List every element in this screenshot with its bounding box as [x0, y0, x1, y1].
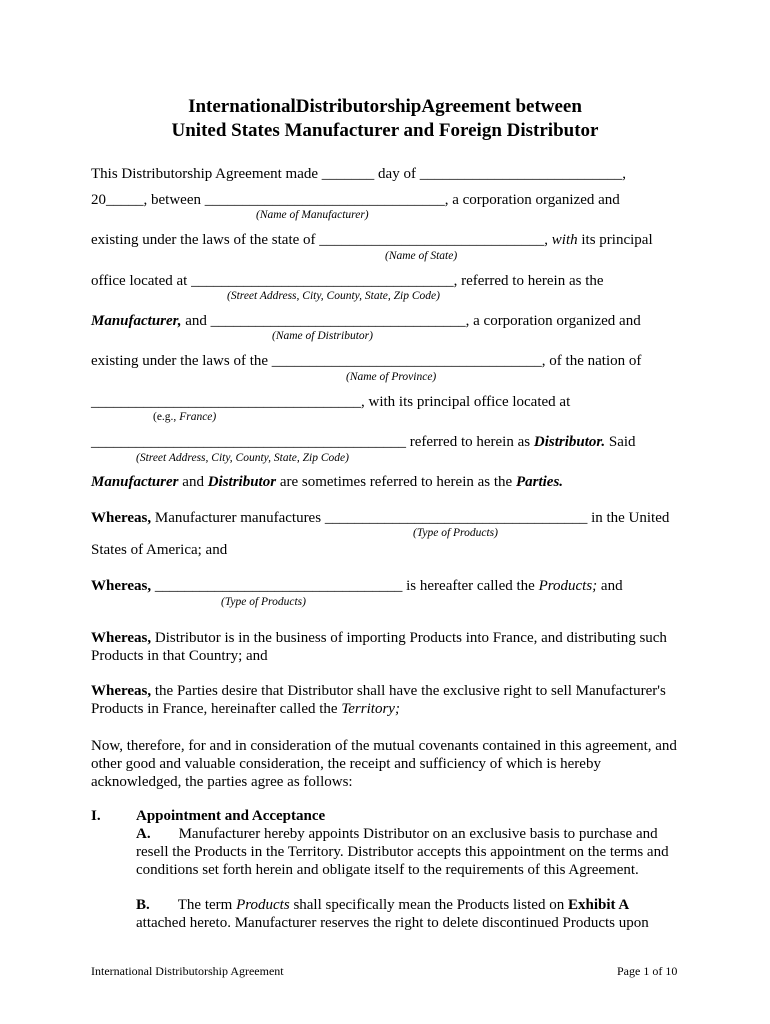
preamble-text: and — [182, 474, 204, 490]
office-address-blank: ___________________________________, — [191, 273, 458, 289]
preamble-line-3 — [91, 232, 653, 249]
defined-term-products: Products — [236, 897, 290, 913]
manufacturer-name-blank: ________________________________, — [204, 192, 449, 208]
footer-document-name: International Distributorship Agreement — [91, 964, 284, 978]
caption-manufacturer: (Name of Manufacturer) — [256, 209, 369, 221]
whereas-4 — [91, 682, 681, 718]
caption-distributor: (Name of Distributor) — [272, 330, 373, 342]
preamble-text: existing under the laws of the — [91, 353, 269, 369]
preamble-line-6 — [91, 353, 641, 370]
preamble-text: referred to herein as — [409, 434, 531, 450]
preamble-text: This Distributorship Agreement made — [91, 166, 319, 182]
day-blank: _______ — [321, 166, 375, 182]
whereas-label: Whereas, — [91, 630, 152, 646]
whereas-2 — [91, 578, 623, 595]
whereas-label: Whereas, — [91, 683, 152, 699]
preamble-line-4 — [91, 273, 604, 290]
month-blank: ___________________________, — [419, 166, 626, 182]
caption-province: (Name of Province) — [346, 371, 437, 383]
whereas-label: Whereas, — [91, 510, 152, 526]
preamble-text: office located at — [91, 273, 188, 289]
now-therefore-paragraph: Now, therefore, for and in consideration of the mutual covenants contained in this agreement, and other good and valuable consideration, the receipt and sufficiency of which is hereby acknowledged, the parties agree as follows: — [91, 738, 677, 790]
whereas-text: and — [600, 578, 623, 594]
distributor-address-blank: __________________________________________ — [91, 434, 406, 450]
clause-text: The term — [177, 897, 233, 913]
caption-address-1: (Street Address, City, County, State, Zip Code) — [227, 290, 440, 302]
preamble-text: and — [185, 313, 207, 329]
state-blank: ______________________________, — [319, 232, 549, 248]
defined-term-products: Products; — [538, 578, 598, 594]
document-title-line1: InternationalDistributorshipAgreement between — [188, 96, 582, 117]
defined-term-distributor: Distributor. — [533, 434, 606, 450]
caption-example — [153, 411, 216, 423]
preamble-text: a corporation organized and — [452, 192, 620, 208]
clause-label: B. — [136, 897, 150, 913]
preamble-text: are sometimes referred to herein as the — [279, 474, 513, 490]
clause-text: attached hereto. Manufacturer reserves the right to delete discontinued Products upon — [136, 915, 649, 931]
whereas-1-continued: States of America; and — [91, 542, 228, 558]
whereas-3 — [91, 629, 681, 665]
defined-term-parties: Parties. — [515, 474, 564, 490]
section-1-heading: Appointment and Acceptance — [136, 808, 326, 824]
caption-product-type-2: (Type of Products) — [221, 596, 306, 608]
caption-text: France) — [179, 411, 217, 423]
section-1-clause-b — [136, 896, 681, 932]
document-title-line2: United States Manufacturer and Foreign Distributor — [171, 120, 599, 141]
preamble-text: of the nation of — [549, 353, 642, 369]
whereas-text: is hereafter called the — [406, 578, 535, 594]
preamble-text: day of — [378, 166, 416, 182]
clause-text: shall specifically mean the Products listed on — [293, 897, 565, 913]
section-1-clause-a — [136, 825, 681, 879]
preamble-text: existing under the laws of the state of — [91, 232, 316, 248]
caption-address-2: (Street Address, City, County, State, Zip Code) — [136, 452, 349, 464]
clause-text: Manufacturer hereby appoints Distributor on an exclusive basis to purchase and resell the Products in the Territory. Distributor accepts this appointment on the terms and conditions set forth herein and obligate itself to the requirements of this Agreement. — [136, 826, 669, 878]
year-blank: 20_____, between — [91, 192, 201, 208]
preamble-line-8 — [91, 434, 636, 451]
defined-term-manufacturer: Manufacturer, — [91, 313, 182, 329]
whereas-label: Whereas, — [91, 578, 152, 594]
product-type-blank: ___________________________________ — [324, 510, 588, 526]
preamble-line-9 — [91, 474, 563, 491]
preamble-text: referred to herein as the — [461, 273, 604, 289]
whereas-text: Distributor is in the business of importing Products into France, and distributing such Products in that Country; and — [91, 630, 667, 664]
caption-state: (Name of State) — [385, 250, 458, 262]
preamble-line-1 — [91, 166, 626, 183]
whereas-1 — [91, 510, 669, 527]
preamble-line-5 — [91, 313, 641, 330]
preamble-text: its principal — [581, 232, 653, 248]
defined-term-distributor: Distributor — [207, 474, 277, 490]
preamble-line-2 — [91, 192, 620, 209]
preamble-text: a corporation organized and — [473, 313, 641, 329]
preamble-text: with its principal office located at — [368, 394, 571, 410]
nation-blank: ____________________________________, — [91, 394, 365, 410]
preamble-text: Said — [608, 434, 636, 450]
preamble-line-7 — [91, 394, 570, 411]
whereas-text: in the United — [591, 510, 670, 526]
section-1-number: I. — [91, 808, 101, 824]
preamble-text: with — [551, 232, 578, 248]
whereas-text: the Parties desire that Distributor shall have the exclusive right to sell Manufacturer's Products in France, hereinafter called the — [91, 683, 666, 717]
province-blank: ____________________________________, — [271, 353, 546, 369]
whereas-text: Manufacturer manufactures — [154, 510, 322, 526]
distributor-name-blank: __________________________________, — [210, 313, 470, 329]
product-type-blank: _________________________________ — [154, 578, 403, 594]
exhibit-reference: Exhibit A — [567, 897, 630, 913]
clause-label: A. — [136, 826, 151, 842]
defined-term-manufacturer: Manufacturer — [91, 474, 179, 490]
footer-page-number: Page 1 of 10 — [617, 964, 678, 978]
caption-text: (e.g., — [153, 411, 177, 423]
caption-product-type-1: (Type of Products) — [413, 527, 498, 539]
defined-term-territory: Territory; — [341, 701, 400, 717]
